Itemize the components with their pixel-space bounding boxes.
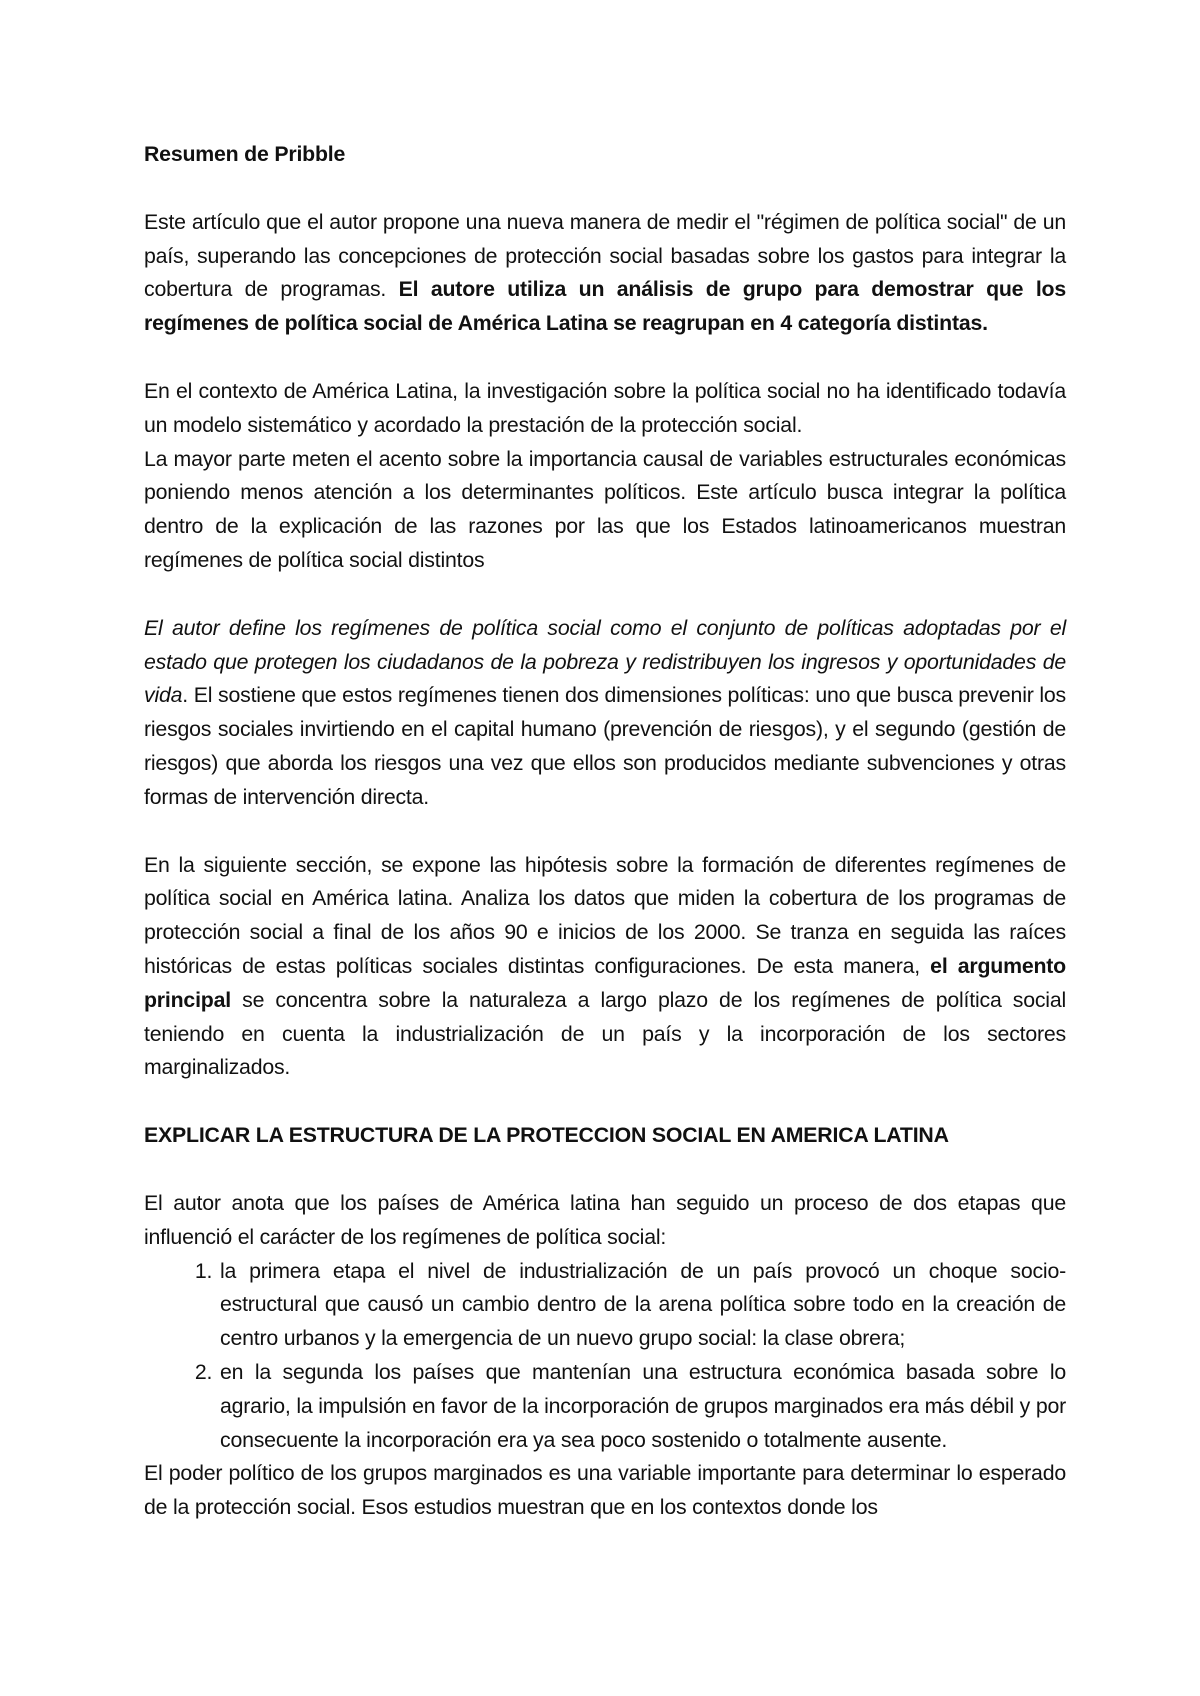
paragraph-power: El poder político de los grupos marginados es una variable importante para determinar lo esperado de la protección social. Esos estudios muestran que en los contextos donde los xyxy=(144,1461,1066,1520)
list-item: 1. la primera etapa el nivel de industrialización de un país provocó un choque socio-estructural que causó un cambio dentro de la arena política sobre todo en la creación de centro urbanos y la emergencia de un nuevo grupo social: la clase obrera; xyxy=(218,1255,1066,1356)
paragraph-section xyxy=(144,849,1066,1086)
section-bold-text: el argumento principal xyxy=(144,953,1066,1012)
document-body xyxy=(144,138,1066,1525)
section-text-before: En la siguiente sección, se expone las hipótesis sobre la formación de diferentes regímenes de política social en América latina. Analiza los datos que miden la cobertura de los programas de protección social a final de los años 90 e inicios de los 2000. Se tranza en seguida las raíces históricas de estas políticas sociales distintas configuraciones. De esta manera, xyxy=(144,852,1066,978)
section-text-after: se concentra sobre la naturaleza a largo plazo de los regímenes de política social teniendo en cuenta la industrialización de un país y la incorporación de los sectores marginalizados. xyxy=(144,987,1066,1080)
paragraph-process: El autor anota que los países de América latina han seguido un proceso de dos etapas que influenció el carácter de los regímenes de política social: xyxy=(144,1190,1066,1249)
paragraph-structural: La mayor parte meten el acento sobre la importancia causal de variables estructurales económicas poniendo menos atención a los determinantes políticos. Este artículo busca integrar la política dentro de la explicación de las razones por las que los Estados latinoamericanos muestran regímenes de política social distintos xyxy=(144,446,1066,572)
section-heading: EXPLICAR LA ESTRUCTURA DE LA PROTECCION SOCIAL EN AMERICA LATINA xyxy=(144,1123,949,1148)
paragraph-context: En el contexto de América Latina, la investigación sobre la política social no ha identificado todavía un modelo sistemático y acordado la prestación de la protección social. xyxy=(144,378,1066,437)
definition-italic-text: El autor define los regímenes de política social como el conjunto de políticas adoptadas por el estado que protegen los ciudadanos de la pobreza y redistribuyen los ingresos y oportunidades de vida xyxy=(144,615,1066,708)
paragraph-intro xyxy=(144,206,1066,341)
intro-bold-text: El autore utiliza un análisis de grupo para demostrar que los regímenes de política social de América Latina se reagrupan en 4 categoría distintas. xyxy=(144,277,1066,336)
stages-list xyxy=(144,1255,1066,1458)
document-title: Resumen de Pribble xyxy=(144,142,346,166)
paragraph-definition xyxy=(144,612,1066,815)
definition-text: . El sostiene que estos regímenes tienen dos dimensiones políticas: uno que busca prevenir los riesgos sociales invirtiendo en el capital humano (prevención de riesgos), y el segundo (gestión de riesgos) que aborda los riesgos una vez que ellos son producidos mediante subvenciones y otras formas de intervención directa. xyxy=(144,683,1066,809)
list-item: 2. en la segunda los países que mantenían una estructura económica basada sobre lo agrario, la impulsión en favor de la incorporación de grupos marginados era más débil y por consecuente la incorporación era ya sea poco sostenido o totalmente ausente. xyxy=(218,1356,1066,1457)
intro-text: Este artículo que el autor propone una nueva manera de medir el "régimen de política social" de un país, superando las concepciones de protección social basadas sobre los gastos para integrar la cobertura de programas. xyxy=(144,209,1066,302)
